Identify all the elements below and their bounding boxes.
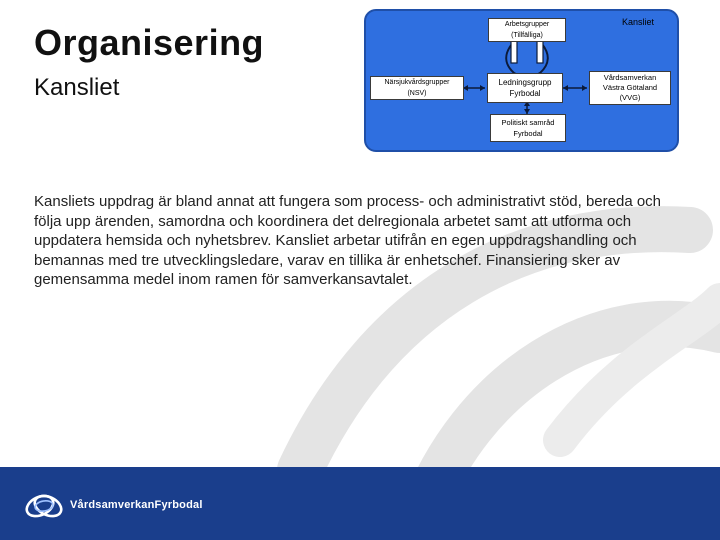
body-paragraph: Kansliets uppdrag är bland annat att fungera som process- och administrativt stöd, bereda och följa upp ärenden, samordna och koordinera det delregionala arbetet samt att utforma och uppdatera hemsida och nyhetsbrev. Kansliet arbetar utifrån en egen uppdragshandling och bemannas med tre utvecklingsledare, varav en tillika är enhetschef. Finansiering sker av gemensamma medel inom ramen för samverkansavtalet. [34, 193, 662, 288]
org-node-kansliet: Kansliet [621, 17, 655, 27]
page-title: Organisering [34, 22, 265, 63]
footer-logo-text: VårdsamverkanFyrbodal [70, 499, 203, 511]
page-subtitle: Kansliet [34, 74, 120, 101]
org-node-arbetsgrupper: Arbetsgrupper (Tillfälliga) [488, 18, 566, 42]
org-node-vvg: Vårdsamverkan Västra Götaland (VVG) [589, 71, 671, 105]
org-node-ledningsgrupp: Ledningsgrupp Fyrbodal [487, 73, 563, 103]
org-node-narsjukvardsgrupper: Närsjukvårdsgrupper (NSV) [370, 76, 464, 100]
vardsamverkan-logo-icon [22, 487, 66, 525]
org-node-politiskt-samrad: Politiskt samråd Fyrbodal [490, 114, 566, 142]
